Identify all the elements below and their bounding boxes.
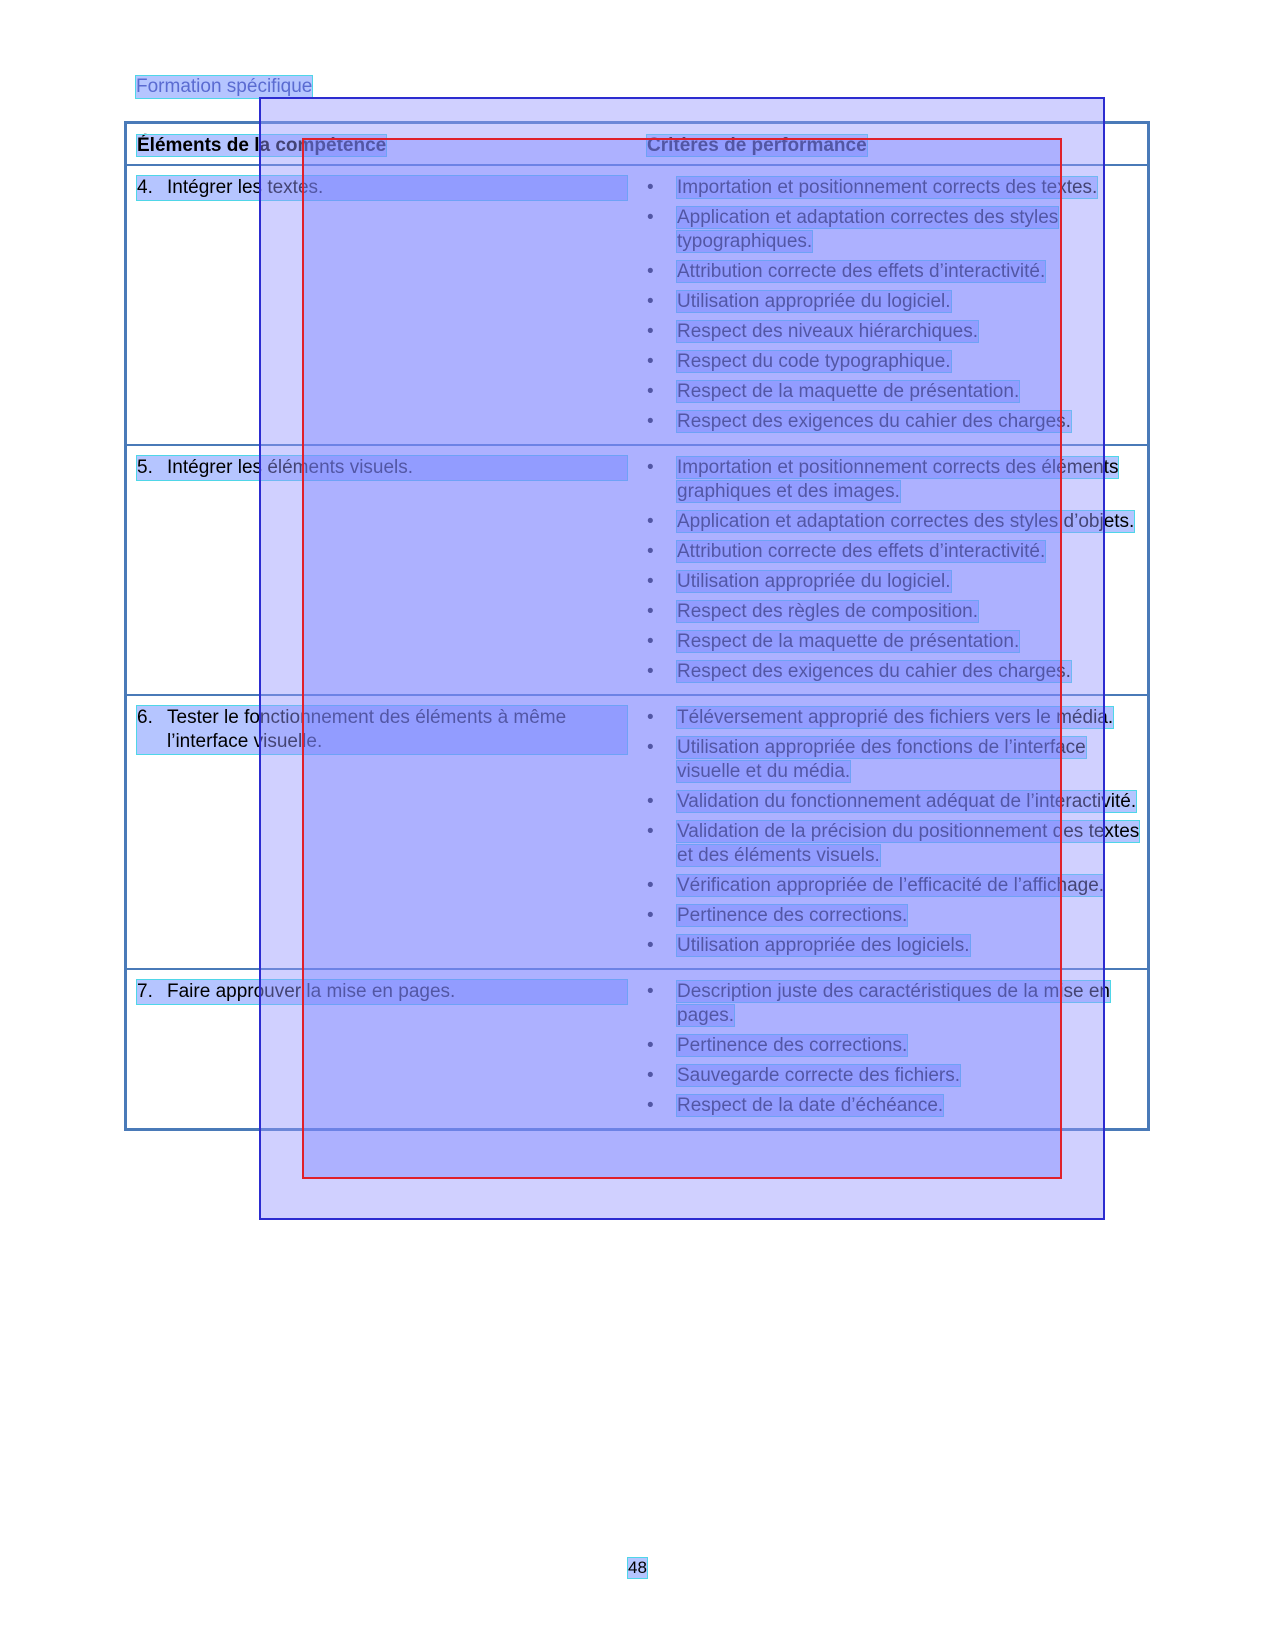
criterion-text: Utilisation appropriée du logiciel.: [677, 570, 951, 592]
bullet-icon: •: [647, 1064, 654, 1086]
criterion-text: Téléversement approprié des fichiers vers le média.: [677, 706, 1114, 728]
criterion-text: Application et adaptation correctes des styles typographiques.: [677, 206, 1059, 252]
criterion-text: Respect du code typographique.: [677, 350, 951, 372]
bullet-icon: •: [647, 540, 654, 562]
criterion-text: Utilisation appropriée du logiciel.: [677, 290, 951, 312]
criterion-text: Utilisation appropriée des fonctions de l’interface visuelle et du média.: [677, 736, 1086, 782]
criterion-text: Validation de la précision du positionnement des textes et des éléments visuels.: [677, 820, 1140, 866]
bullet-icon: •: [647, 410, 654, 432]
bullet-icon: •: [647, 206, 654, 228]
criterion-text: Respect de la date d’échéance.: [677, 1094, 944, 1116]
column-header-elements: Éléments de la compétence: [126, 123, 638, 165]
bullet-icon: •: [647, 660, 654, 682]
criterion-text: Respect de la maquette de présentation.: [677, 380, 1020, 402]
bullet-icon: •: [647, 290, 654, 312]
bullet-icon: •: [647, 820, 654, 842]
bullet-icon: •: [647, 456, 654, 478]
element-text: Faire approuver la mise en pages.: [167, 980, 456, 1002]
criterion-text: Validation du fonctionnement adéquat de l’interactivité.: [677, 790, 1137, 812]
criterion-text: Respect des exigences du cahier des charges.: [677, 410, 1071, 432]
bullet-icon: •: [647, 176, 654, 198]
bullet-icon: •: [647, 706, 654, 728]
section-title: Formation spécifique: [136, 76, 313, 97]
element-text: Intégrer les éléments visuels.: [167, 456, 414, 478]
bullet-icon: •: [647, 904, 654, 926]
bullet-icon: •: [647, 980, 654, 1002]
bullet-icon: •: [647, 874, 654, 896]
criterion-text: Respect de la maquette de présentation.: [677, 630, 1020, 652]
bullet-icon: •: [647, 630, 654, 652]
element-number: 6.: [137, 706, 153, 728]
bullet-icon: •: [647, 320, 654, 342]
element-text: Tester le fonctionnement des éléments à même l’interface visuelle.: [167, 706, 567, 752]
criterion-text: Importation et positionnement corrects des éléments graphiques et des images.: [677, 456, 1119, 502]
bullet-icon: •: [647, 510, 654, 532]
criterion-text: Attribution correcte des effets d’interactivité.: [677, 540, 1046, 562]
criterion-text: Pertinence des corrections.: [677, 1034, 908, 1056]
bullet-icon: •: [647, 570, 654, 592]
column-header-criteria: Critères de performance: [637, 123, 1149, 165]
criterion-text: Application et adaptation correctes des styles d’objets.: [677, 510, 1135, 532]
element-number: 4.: [137, 176, 153, 198]
criterion-text: Utilisation appropriée des logiciels.: [677, 934, 970, 956]
criterion-text: Importation et positionnement corrects des textes.: [677, 176, 1098, 198]
criterion-text: Description juste des caractéristiques de la mise en pages.: [677, 980, 1110, 1026]
bullet-icon: •: [647, 1094, 654, 1116]
criterion-text: Attribution correcte des effets d’interactivité.: [677, 260, 1046, 282]
page-number: 48: [628, 1558, 647, 1577]
bullet-icon: •: [647, 736, 654, 758]
bullet-icon: •: [647, 934, 654, 956]
criterion-text: Respect des exigences du cahier des charges.: [677, 660, 1071, 682]
bullet-icon: •: [647, 790, 654, 812]
bullet-icon: •: [647, 350, 654, 372]
element-number: 7.: [137, 980, 153, 1002]
criterion-text: Pertinence des corrections.: [677, 904, 908, 926]
bullet-icon: •: [647, 260, 654, 282]
criterion-text: Respect des niveaux hiérarchiques.: [677, 320, 979, 342]
bullet-icon: •: [647, 1034, 654, 1056]
criterion-text: Respect des règles de composition.: [677, 600, 978, 622]
bullet-icon: •: [647, 380, 654, 402]
element-text: Intégrer les textes.: [167, 176, 324, 198]
criterion-text: Sauvegarde correcte des fichiers.: [677, 1064, 961, 1086]
element-number: 5.: [137, 456, 153, 478]
criterion-text: Vérification appropriée de l’efficacité de l’affichage.: [677, 874, 1105, 896]
selection-overlay-inner: [302, 138, 1062, 1179]
bullet-icon: •: [647, 600, 654, 622]
